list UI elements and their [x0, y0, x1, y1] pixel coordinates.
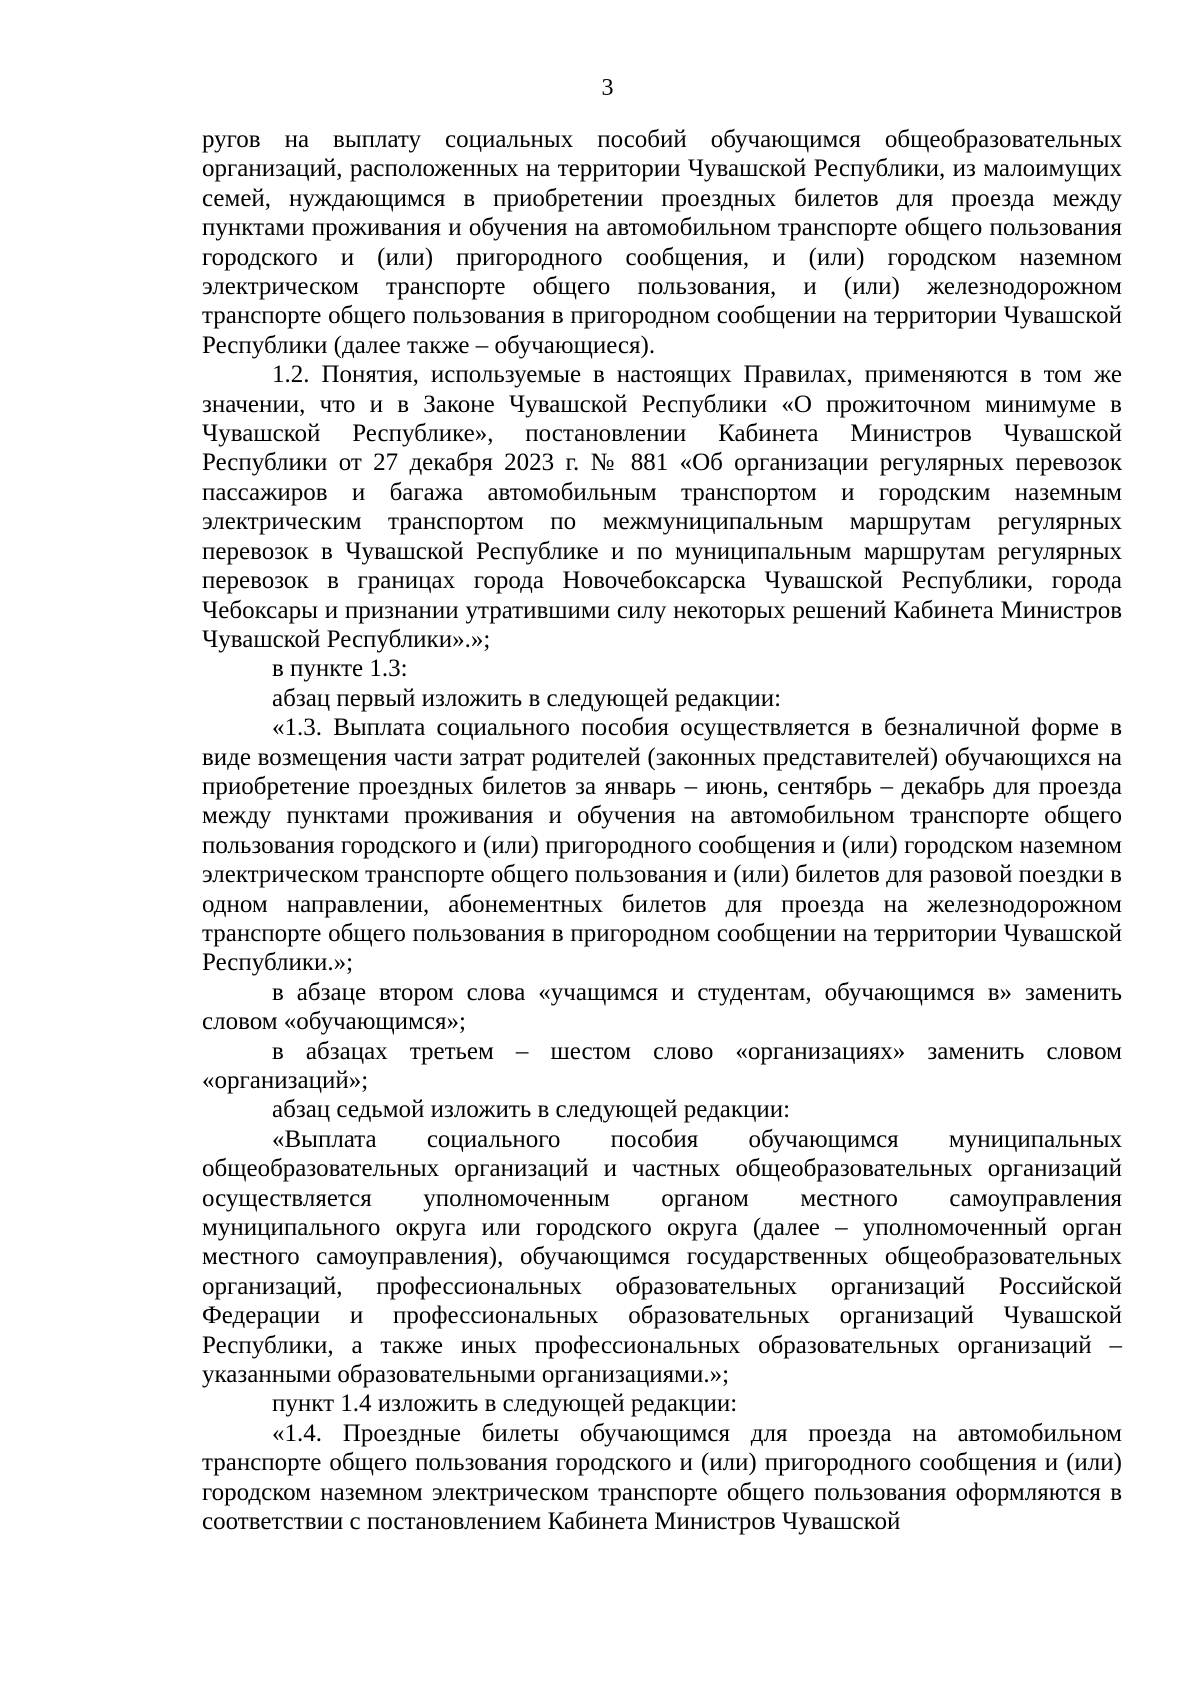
paragraph-11: «1.4. Проездные билеты обучающимся для проезда на автомобильном транспорте общего пользования городского и (или) пригородного сообщения и (или) городском наземном электрическом транспорте общего пользования оформляются в соответствии с постановлением Кабинета Министров Чувашской [202, 1419, 1122, 1536]
paragraph-5: «1.3. Выплата социального пособия осуществляется в безналичной форме в виде возмещения части затрат родителей (законных представителей) обучающихся на приобретение проездных билетов за январь – июнь, сентябрь – декабрь для проезда между пунктами проживания и обучения на автомобильном транспорте общего пользования городского и (или) пригородного сообщения и (или) городском наземном электрическом транспорте общего пользования и (или) билетов для разовой поездки в одном направлении, абонементных билетов для проезда на железнодорожном транспорте общего пользования в пригородном сообщении на территории Чувашской Республики.»; [202, 714, 1122, 977]
document-body [202, 125, 1122, 1537]
paragraph-1: ругов на выплату социальных пособий обучающимся общеобразовательных организаций, расположенных на территории Чувашской Республики, из малоимущих семей, нуждающимся в приобретении проездных билетов для проезда между пунктами проживания и обучения на автомобильном транспорте общего пользования городского и (или) пригородного сообщения, и (или) городском наземном электрическом транспорте общего пользования, и (или) железнодорожном транспорте общего пользования в пригородном сообщении на территории Чувашской Республики (далее также – обучающиеся). [202, 126, 1122, 359]
paragraph-10: пункт 1.4 изложить в следующей редакции: [272, 1390, 738, 1418]
paragraph-4: абзац первый изложить в следующей редакции: [272, 684, 782, 712]
page-number: 3 [601, 75, 614, 101]
paragraph-2: 1.2. Понятия, используемые в настоящих Правилах, применяются в том же значении, что и в Законе Чувашской Республики «О прожиточном минимуме в Чувашской Республике», постановлении Кабинета Министров Чувашской Республики от 27 декабря 2023 г. № 881 «Об организации регулярных перевозок пассажиров и багажа автомобильным транспортом и городским наземным электрическим транспортом по межмуниципальным маршрутам регулярных перевозок в Чувашской Республике и по муниципальным маршрутам регулярных перевозок в границах города Новочебоксарска Чувашской Республики, города Чебоксары и признании утратившими силу некоторых решений Кабинета Министров Чувашской Республики».»; [202, 361, 1122, 653]
paragraph-8: абзац седьмой изложить в следующей редакции: [272, 1096, 791, 1124]
paragraph-9: «Выплата социального пособия обучающимся муниципальных общеобразовательных организаций и частных общеобразовательных организаций осуществляется уполномоченным органом местного самоуправления муниципального округа или городского округа (далее – уполномоченный орган местного самоуправления), обучающимся государственных общеобразовательных организаций, профессиональных образовательных организаций Российской Федерации и профессиональных образовательных организаций Чувашской Республики, а также иных профессиональных образовательных организаций – указанными образовательными организациями.»; [202, 1125, 1122, 1389]
paragraph-6: в абзаце втором слова «учащимся и студентам, обучающимся в» заменить словом «обучающимся»; [202, 978, 1122, 1036]
paragraph-3: в пункте 1.3: [272, 655, 408, 683]
paragraph-7: в абзацах третьем – шестом слово «организациях» заменить словом «организаций»; [202, 1037, 1122, 1094]
